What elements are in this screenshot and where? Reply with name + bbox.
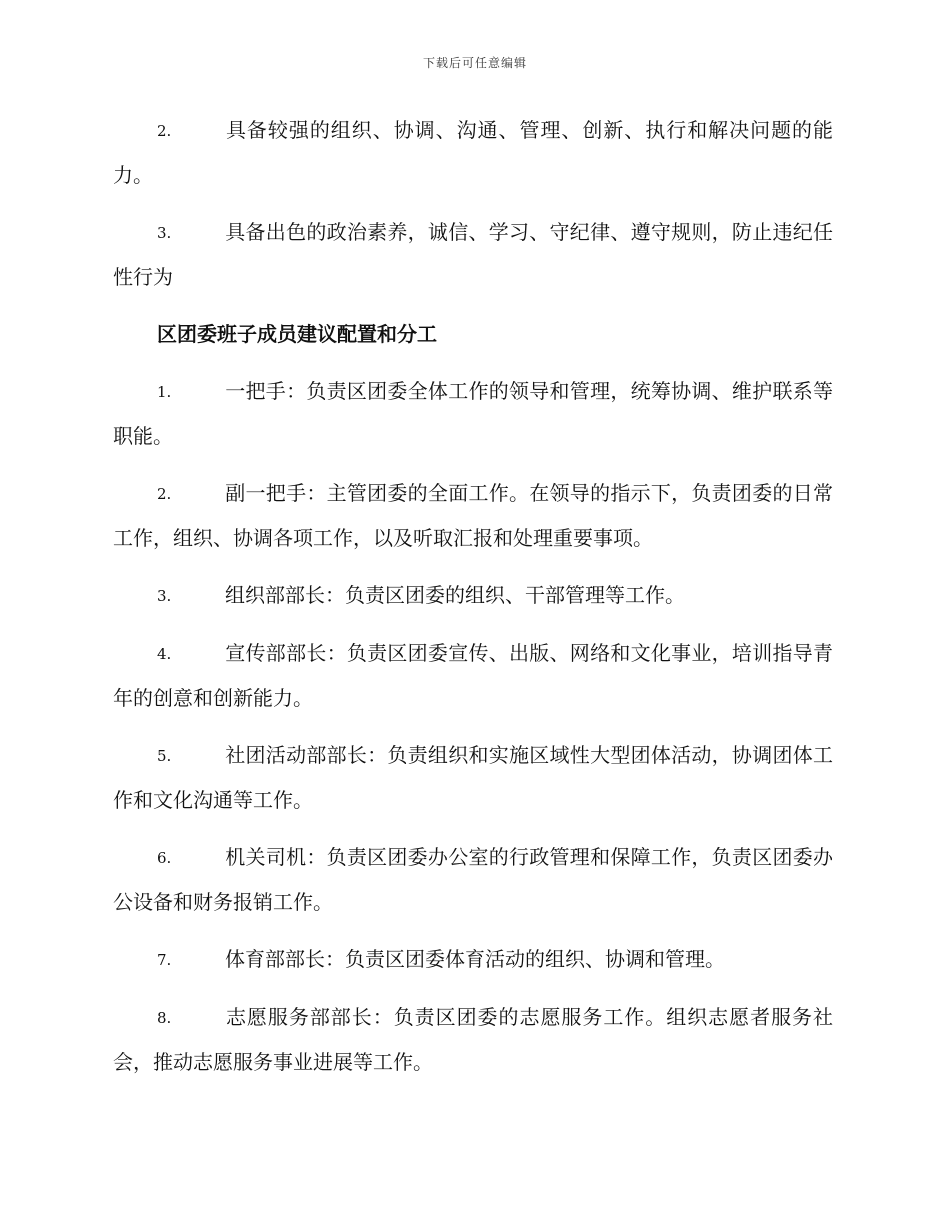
list-item-number: 6. <box>157 849 172 867</box>
list-item-number: 5. <box>157 747 172 765</box>
list-item-text: 具备较强的组织、协调、沟通、管理、创新、执行和解决问题的能力。 <box>113 118 833 187</box>
list-item <box>113 995 833 1084</box>
list-item-text: 组织部部长：负责区团委的组织、干部管理等工作。 <box>225 583 685 607</box>
list-item-text: 宣传部部长：负责区团委宣传、出版、网络和文化事业，培训指导青年的创意和创新能力。 <box>113 641 833 710</box>
list-item <box>113 937 833 982</box>
list-item-text: 具备出色的政治素养，诚信、学习、守纪律、遵守规则，防止违纪任性行为 <box>113 220 833 289</box>
list-item-text: 一把手：负责区团委全体工作的领导和管理，统筹协调、维护联系等职能。 <box>113 379 833 448</box>
list-item <box>113 210 833 299</box>
header-note: 下载后可任意编辑 <box>422 56 527 70</box>
list-item <box>113 369 833 458</box>
list-item-text: 志愿服务部部长：负责区团委的志愿服务工作。组织志愿者服务社会，推动志愿服务事业进展等工作。 <box>113 1005 833 1074</box>
list-item-text: 副一把手：主管团委的全面工作。在领导的指示下，负责团委的日常工作，组织、协调各项工作，以及听取汇报和处理重要事项。 <box>113 481 833 550</box>
document-body <box>113 108 833 1097</box>
list-item <box>113 573 833 618</box>
list-item-number: 4. <box>157 645 172 663</box>
list-item <box>113 631 833 720</box>
list-item <box>113 835 833 924</box>
list-item-number: 8. <box>157 1009 172 1027</box>
list-item <box>113 471 833 560</box>
list-item-text: 体育部部长：负责区团委体育活动的组织、协调和管理。 <box>225 947 725 971</box>
list-item-text: 机关司机：负责区团委办公室的行政管理和保障工作，负责区团委办公设备和财务报销工作。 <box>113 845 833 914</box>
list-item <box>113 108 833 197</box>
list-item-number: 1. <box>157 383 172 401</box>
list-item <box>113 733 833 822</box>
list-item-number: 7. <box>157 951 172 969</box>
list-item-number: 2. <box>157 122 172 140</box>
section-heading: 区团委班子成员建议配置和分工 <box>157 322 437 346</box>
list-item-number: 3. <box>157 587 172 605</box>
list-item-text: 社团活动部部长：负责组织和实施区域性大型团体活动，协调团体工作和文化沟通等工作。 <box>113 743 833 812</box>
list-item-number: 2. <box>157 485 172 503</box>
list-item-number: 3. <box>157 224 172 242</box>
